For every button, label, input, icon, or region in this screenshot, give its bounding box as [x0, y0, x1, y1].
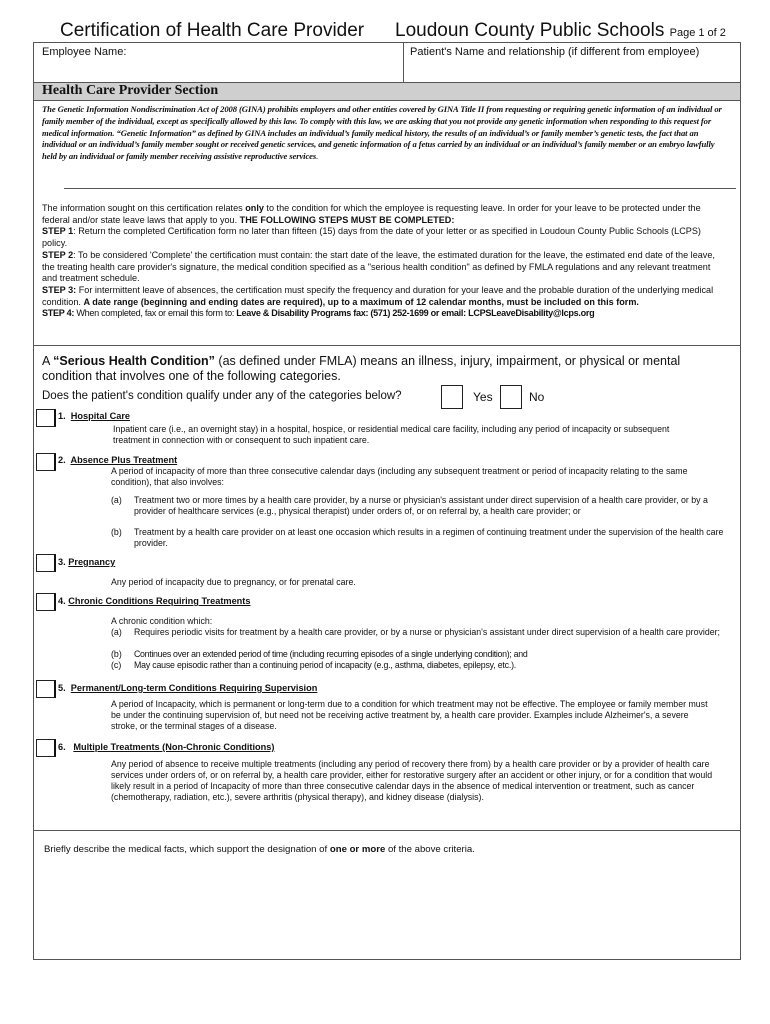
category-6-heading — [58, 742, 274, 752]
category-2-number: 2. — [58, 455, 66, 465]
no-label: No — [529, 390, 545, 404]
no-checkbox[interactable] — [500, 385, 522, 409]
category-5-title: Permanent/Long-term Conditions Requiring Supervision — [70, 683, 318, 693]
yes-label: Yes — [473, 390, 493, 404]
category-3-number: 3. — [58, 557, 66, 567]
category-1-checkbox[interactable] — [36, 409, 56, 427]
category-2-heading — [58, 455, 177, 465]
category-6-number: 6. — [58, 742, 66, 752]
gina-end: . — [316, 151, 319, 162]
serious-condition-definition — [42, 354, 682, 384]
category-2-checkbox[interactable] — [36, 453, 56, 471]
category-5-heading — [58, 683, 317, 693]
step2-label: STEP 2 — [42, 249, 74, 260]
category-4-heading — [58, 596, 250, 606]
category-2-title: Absence Plus Treatment — [70, 455, 178, 465]
category-2a-text: Treatment two or more times by a health care provider, by a nurse or physician's assistant under direct supervision of a health care provider, or by a provider of healthcare services (e.g., physical therapist) under orders of, or on referral by, a health care provider; or — [134, 495, 708, 516]
brief-text-a: Briefly describe the medical facts, which support the designation of — [44, 844, 330, 855]
category-2-text: A period of incapacity of more than three consecutive calendar days (including any subsequent treatment or period of incapacity relating to the same condition), that also involves: — [111, 466, 688, 487]
employee-name-field[interactable]: Employee Name: — [42, 46, 127, 58]
category-4-checkbox[interactable] — [36, 593, 56, 611]
district-title — [395, 20, 726, 42]
category-3-checkbox[interactable] — [36, 554, 56, 572]
field-divider — [403, 42, 404, 82]
section-divider — [34, 345, 740, 346]
category-6-title: Multiple Treatments (Non-Chronic Conditions) — [73, 742, 275, 752]
step3-text: For intermittent leave of absences, the certification must specify the frequency and duration for your leave and the probable duration of the underlying medical condition. — [42, 284, 714, 307]
category-4c-text: May cause episodic rather than a continuing period of incapacity (e.g., asthma, diabetes, epilepsy, etc.). — [134, 660, 517, 670]
patient-name-field[interactable]: Patient's Name and relationship (if different from employee) — [410, 46, 700, 58]
step4-contact: Leave & Disability Programs fax: (571) 252-1699 or email: LCPSLeaveDisability@lcps.org — [236, 308, 595, 319]
yes-checkbox[interactable] — [441, 385, 463, 409]
gina-text: The Genetic Information Nondiscrimination Act of 2008 (GINA) prohibits employers and other entities covered by GINA Title II from requesting or requiring genetic information of an individual or family member of the individual, except as specifically allowed by this law. To comply with this law, we are asking that you not provide any genetic information when responding to this request for medical information. “Genetic Information” as defined by GINA includes an individual’s family medical history, the results of an individual’s or family member’s genetic tests, the fact that an individual or an individual’s family member sought or received genetic services, and genetic information of a fetus carried by an individual or an individual’s family member or an embryo lawfully held by an individual or family member receiving assistive reproductive services — [42, 104, 722, 162]
step4-label: STEP 4: — [42, 308, 75, 319]
category-5-text: A period of Incapacity, which is permanent or long-term due to a condition for which treatment may not be effective. The employee or family member must be under the continuing supervision of, but need not be receiving active treatment by, a health care provider. Examples include Alzheimer's, a severe stroke, or the terminal stages of a disease. — [111, 699, 708, 731]
category-4a-label: (a) — [111, 627, 122, 637]
category-4-title: Chronic Conditions Requiring Treatments — [68, 596, 251, 606]
category-6-text: Any period of absence to receive multiple treatments (including any period of recovery there from) by a health care provider or by a provider of health care services under orders of, or on referral by, a health care provider, either for restorative surgery after an accident or other injury, or for a condition that would likely result in a period of Incapacity of more than three consecutive calendar days in the absence of medical intervention or treatment, such as cancer (chemotherapy, radiation, etc.), severe arthritis (physical therapy), and kidney disease (dialysis). — [111, 759, 713, 802]
shc-b: (as defined under FMLA) means an illness, injury, impairment, or physical or mental condition that involves one of the following categories. — [42, 354, 681, 383]
category-6-checkbox[interactable] — [36, 739, 56, 757]
category-5-checkbox[interactable] — [36, 680, 56, 698]
intro-only: only — [245, 203, 264, 213]
page-label: Page 1 of 2 — [669, 27, 726, 39]
brief-description-prompt — [44, 844, 475, 855]
gina-notice — [42, 104, 722, 163]
category-3-heading — [58, 557, 115, 567]
step2-text: : To be considered 'Complete' the certification must contain: the start date of the leave, the estimated duration for the leave, the estimated end date of the leave, the treating health care provider's signature, the medical condition specified as a "serious health condition" as defined by FMLA regulations and any relevant treatment and treatment schedule. — [42, 249, 715, 284]
category-2a-label: (a) — [111, 495, 122, 505]
district-name: Loudoun County Public Schools — [395, 20, 665, 41]
category-5-number: 5. — [58, 683, 66, 693]
intro-text: The information sought on this certification relates — [42, 203, 246, 213]
gina-divider — [64, 188, 736, 189]
category-4c-label: (c) — [111, 660, 122, 670]
steps-heading: THE FOLLOWING STEPS MUST BE COMPLETED: — [239, 214, 455, 225]
step4-text: When completed, fax or email this form to: — [74, 308, 237, 319]
category-4b-label: (b) — [111, 649, 122, 659]
category-1-heading — [58, 411, 130, 421]
step1-label: STEP 1 — [42, 226, 74, 237]
category-4-number: 4. — [58, 596, 66, 606]
medical-facts-field[interactable] — [40, 862, 734, 954]
form-title: Certification of Health Care Provider — [60, 20, 365, 41]
shc-a: A — [42, 354, 54, 368]
category-2b-text: Treatment by a health care provider on at least one occasion which results in a regimen of continuing treatment under the supervision of the health care provider. — [134, 527, 724, 548]
brief-bold: one or more — [329, 844, 386, 855]
intro-text-b: to the condition for which the employee is requesting leave. In order for your leave to be protected under the federal and/or state leave laws that apply to you. — [42, 203, 701, 225]
category-1-text: Inpatient care (i.e., an overnight stay) in a hospital, hospice, or residential medical care facility, including any period of incapacity or subsequent treatment in connection with or consequent to such inpatient care. — [113, 424, 670, 445]
category-1-title: Hospital Care — [70, 411, 131, 421]
category-4-intro: A chronic condition which: — [111, 616, 213, 626]
section-title: Health Care Provider Section — [42, 83, 219, 98]
step3-bold: A date range (beginning and ending dates are required), up to a maximum of 12 calendar months, must be included on this form. — [83, 296, 639, 307]
brief-divider — [34, 830, 740, 831]
category-3-title: Pregnancy — [68, 557, 116, 567]
shc-bold: “Serious Health Condition” — [53, 354, 215, 368]
category-1-number: 1. — [58, 411, 66, 421]
category-2b-label: (b) — [111, 527, 122, 537]
category-3-text: Any period of incapacity due to pregnancy, or for prenatal care. — [111, 577, 356, 587]
step3-label: STEP 3: — [42, 284, 77, 295]
step1-text: : Return the completed Certification form no later than fifteen (15) days from the date of your letter or as specified in Loudoun County Public Schools (LCPS) policy. — [42, 226, 701, 249]
brief-text-b: of the above criteria. — [385, 844, 475, 855]
category-4a-text: Requires periodic visits for treatment by a health care provider, or by a nurse or physician's assistant under direct supervision of a health care provider; — [134, 627, 720, 637]
qualify-question: Does the patient's condition qualify under any of the categories below? — [42, 390, 402, 402]
instructions — [42, 203, 726, 320]
category-4b-text: Continues over an extended period of time (including recurring episodes of a single underlying condition); and — [134, 649, 528, 659]
